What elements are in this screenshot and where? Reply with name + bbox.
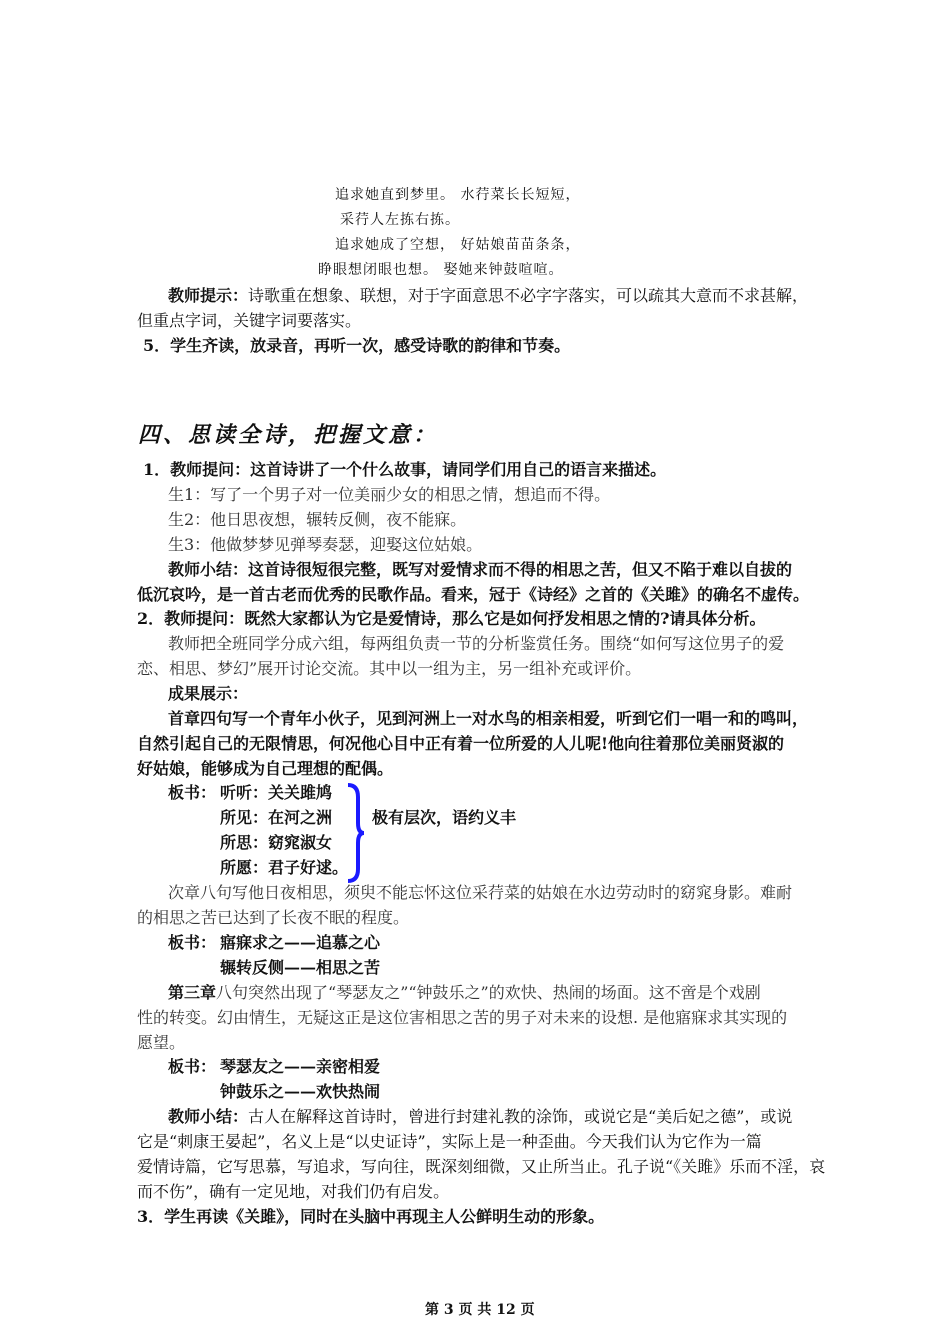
chapter2-line-2: 的相思之苦已达到了长夜不眠的程度。 bbox=[137, 908, 410, 927]
chapter3-line-2: 性的转变。幻由情生，无疑这正是这位害相思之苦的男子对未来的设想. 是他寤寐求其实现的 bbox=[137, 1008, 788, 1027]
board1-row-1: 听听：关关雎鸠 bbox=[220, 783, 333, 802]
summary1-label: 教师小结： bbox=[168, 560, 249, 579]
hint-line-1 bbox=[168, 285, 808, 307]
board2-row-1: 寤寐求之——追慕之心 bbox=[220, 933, 381, 952]
student-answer-2: 生2：他日思夜想，辗转反侧，夜不能寐。 bbox=[168, 510, 467, 529]
hint-text: 诗歌重在想象、联想，对于字面意思不必字字落实，可以疏其大意而不求甚解， bbox=[248, 286, 809, 305]
chapter3-text: 八句突然出现了“琴瑟友之”“钟鼓乐之”的欢快、热闹的场面。这不啻是个戏剧 bbox=[216, 983, 761, 1002]
step-5: 5．学生齐读，放录音，再听一次，感受诗歌的韵律和节奏。 bbox=[143, 336, 571, 355]
student-answer-3: 生3：他做梦梦见弹琴奏瑟，迎娶这位姑娘。 bbox=[168, 535, 483, 554]
summary1-text: 这首诗很短很完整，既写对爱情求而不得的相思之苦，但又不陷于难以自拔的 bbox=[248, 560, 793, 579]
chapter1-line-3: 好姑娘，能够成为自己理想的配偶。 bbox=[137, 759, 394, 778]
chapter1-line-1: 首章四句写一个青年小伙子，见到河洲上一对水鸟的相亲相爱，听到它们一唱一和的鸣叫， bbox=[168, 709, 809, 728]
board1-row-3: 所思：窈窕淑女 bbox=[220, 833, 333, 852]
poem-line-4: 睁眼想闭眼也想。 娶她来钟鼓喧喧。 bbox=[318, 262, 564, 278]
summary2-line-3: 爱情诗篇，它写思慕，写追求，写向往，既深刻细微，又止所当止。孔子说“《关雎》乐而不淫，哀 bbox=[137, 1157, 826, 1176]
poem-line-3: 追求她成了空想， 好姑娘苗苗条条， bbox=[335, 237, 581, 253]
board1-label: 板书： bbox=[168, 783, 217, 802]
right-brace-icon bbox=[346, 783, 366, 883]
summary1-line-1 bbox=[168, 559, 792, 581]
question-1: 1．教师提问：这首诗讲了一个什么故事，请同学们用自己的语言来描述。 bbox=[143, 460, 667, 479]
summary1-line-2: 低沉哀吟，是一首古老而优秀的民歌作品。看来，冠于《诗经》之首的《关雎》的确名不虚传。 bbox=[137, 585, 810, 604]
board2-label: 板书： bbox=[168, 933, 217, 952]
student-answer-1: 生1：写了一个男子对一位美丽少女的相思之情，想追而不得。 bbox=[168, 485, 611, 504]
summary2-line-4: 而不伤”，确有一定见地，对我们仍有启发。 bbox=[137, 1182, 450, 1201]
board1-row-4: 所愿：君子好逑。 bbox=[220, 858, 349, 877]
chapter3-label: 第三章 bbox=[168, 983, 217, 1002]
board2-row-2: 辗转反侧——相思之苦 bbox=[220, 958, 381, 977]
chapter3-line-3: 愿望。 bbox=[137, 1033, 186, 1052]
question-3: 3．学生再读《关雎》，同时在头脑中再现主人公鲜明生动的形象。 bbox=[137, 1207, 605, 1226]
summary2-label: 教师小结： bbox=[168, 1107, 249, 1126]
chapter3-line-1 bbox=[168, 982, 761, 1004]
summary2-text: 古人在解释这首诗时，曾进行封建礼教的涂饰，或说它是“美后妃之德”，或说 bbox=[248, 1107, 793, 1126]
hint-line-2: 但重点字词，关键字词要落实。 bbox=[137, 311, 362, 330]
group-line-2: 恋、相思、梦幻”展开讨论交流。其中以一组为主，另一组补充或评价。 bbox=[137, 659, 642, 678]
board3-row-1: 琴瑟友之——亲密相爱 bbox=[220, 1057, 381, 1076]
summary2-line-1 bbox=[168, 1106, 792, 1128]
chapter1-line-2: 自然引起自己的无限情思，何况他心目中正有着一位所爱的人儿呢!他向往着那位美丽贤淑的 bbox=[137, 734, 785, 753]
board3-label: 板书： bbox=[168, 1057, 217, 1076]
summary2-line-2: 它是“刺康王晏起”，名义上是“以史证诗”，实际上是一种歪曲。今天我们认为它作为一篇 bbox=[137, 1132, 762, 1151]
question-2: 2．教师提问：既然大家都认为它是爱情诗，那么它是如何抒发相思之情的?请具体分析。 bbox=[137, 609, 766, 628]
section-heading: 四、思读全诗，把握文意： bbox=[138, 422, 439, 448]
group-line-1: 教师把全班同学分成六组，每两组负责一节的分析鉴赏任务。围绕“如何写这位男子的爱 bbox=[168, 634, 785, 653]
chapter2-line-1: 次章八句写他日夜相思，须臾不能忘怀这位采荇菜的姑娘在水边劳动时的窈窕身影。难耐 bbox=[168, 883, 793, 902]
board3-row-2: 钟鼓乐之——欢快热闹 bbox=[220, 1082, 381, 1101]
poem-line-2: 采荇人左拣右拣。 bbox=[340, 212, 460, 228]
board1-note: 极有层次，语约义丰 bbox=[372, 808, 517, 827]
result-label: 成果展示： bbox=[168, 684, 249, 703]
hint-label: 教师提示： bbox=[168, 286, 249, 305]
poem-line-1: 追求她直到梦里。 水荇菜长长短短， bbox=[335, 187, 581, 203]
board1-row-2: 所见：在河之洲 bbox=[220, 808, 333, 827]
page-footer: 第 3 页 共 12 页 bbox=[425, 1302, 535, 1318]
